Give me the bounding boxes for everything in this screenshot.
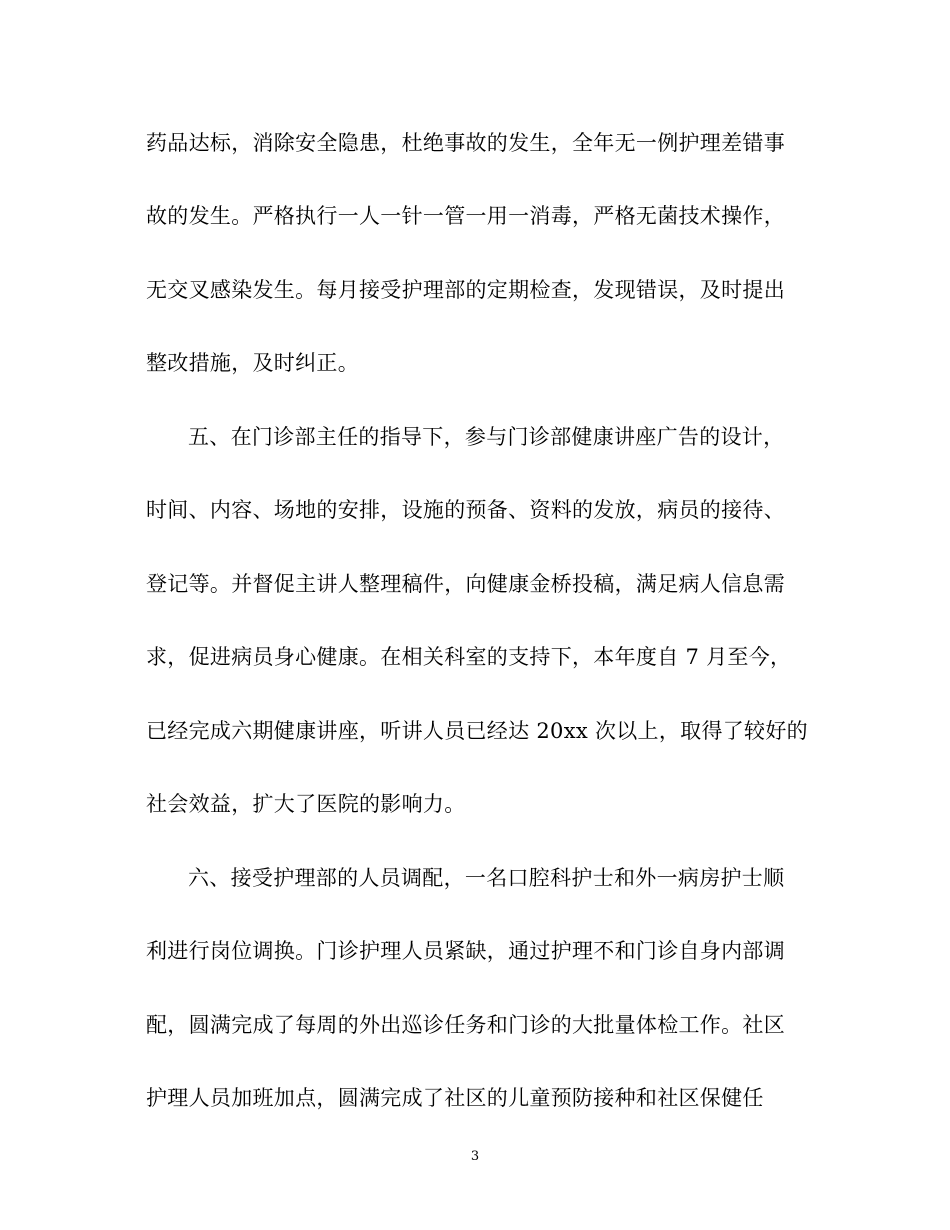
text-line: 时间、内容、场地的安排，设施的预备、资料的发放，病员的接待、 [146,498,785,522]
text-line: 整改措施，及时纠正。 [146,351,359,375]
text-line: 护理人员加班加点，圆满完成了社区的儿童预防接种和社区保健任 [146,1086,764,1110]
text-line: 利进行岗位调换。门诊护理人员紧缺，通过护理不和门诊自身内部调 [146,939,785,963]
page-number: 3 [470,1149,480,1164]
text-line: 已经完成六期健康讲座，听讲人员已经达 20xx 次以上，取得了较好的 [146,719,808,743]
text-line: 无交叉感染发生。每月接受护理部的定期检查，发现错误，及时提出 [146,278,785,302]
text-line: 药品达标，消除安全隐患，杜绝事故的发生，全年无一例护理差错事 [146,131,785,155]
text-line: 配，圆满完成了每周的外出巡诊任务和门诊的大批量体检工作。社区 [146,1013,785,1037]
paragraph-five-start: 五、在门诊部主任的指导下，参与门诊部健康讲座广告的设计， [188,425,785,449]
text-line: 故的发生。严格执行一人一针一管一用一消毒，严格无菌技术操作， [146,204,785,228]
text-line: 登记等。并督促主讲人整理稿件，向健康金桥投稿，满足病人信息需 [146,572,785,596]
text-line: 求，促进病员身心健康。在相关科室的支持下，本年度自 7 月至今， [146,645,792,669]
text-line: 社会效益，扩大了医院的影响力。 [146,792,466,816]
paragraph-six-start: 六、接受护理部的人员调配，一名口腔科护士和外一病房护士顺 [188,866,785,890]
